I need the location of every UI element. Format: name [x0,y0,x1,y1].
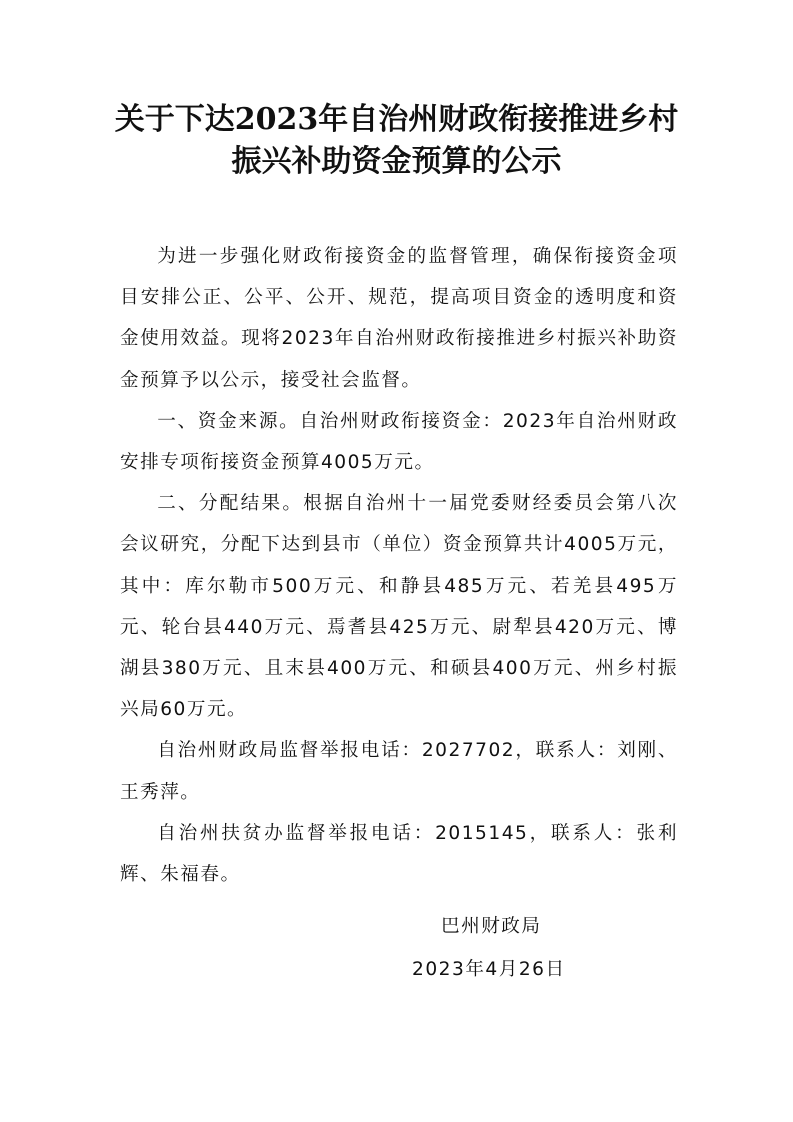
document-title-line-1: 关于下达2023年自治州财政衔接推进乡村 [114,102,679,137]
finance-bureau-hotline-paragraph: 自治州财政局监督举报电话：2027702，联系人：刘刚、王秀萍。 [120,740,678,803]
intro-paragraph: 为进一步强化财政衔接资金的监督管理，确保衔接资金项目安排公正、公平、公开、规范，提高项目资金的透明度和资金使用效益。现将2023年自治州财政衔接推进乡村振兴补助资金预算予以公示，接受社会监督。 [120,246,678,391]
funding-source-paragraph: 一、资金来源。自治州财政衔接资金：2023年自治州财政安排专项衔接资金预算4005万元。 [120,410,678,474]
signature-date: 2023年4月26日 [412,959,566,980]
allocation-result-paragraph: 二、分配结果。根据自治州十一届党委财经委员会第八次会议研究，分配下达到县市（单位）资金预算共计4005万元，其中：库尔勒市500万元、和静县485万元、若羌县495万元、轮台县440万元、焉耆县425万元、尉犁县420万元、博湖县380万元、且末县400万元、和硕县400万元、州乡村振兴局60万元。 [120,493,678,721]
signature-organization: 巴州财政局 [441,916,542,937]
document-title-line-2: 振兴补助资金预算的公示 [231,144,562,179]
document-body [120,236,678,895]
poverty-office-hotline-paragraph: 自治州扶贫办监督举报电话：2015145，联系人：张利辉、朱福春。 [120,822,678,886]
